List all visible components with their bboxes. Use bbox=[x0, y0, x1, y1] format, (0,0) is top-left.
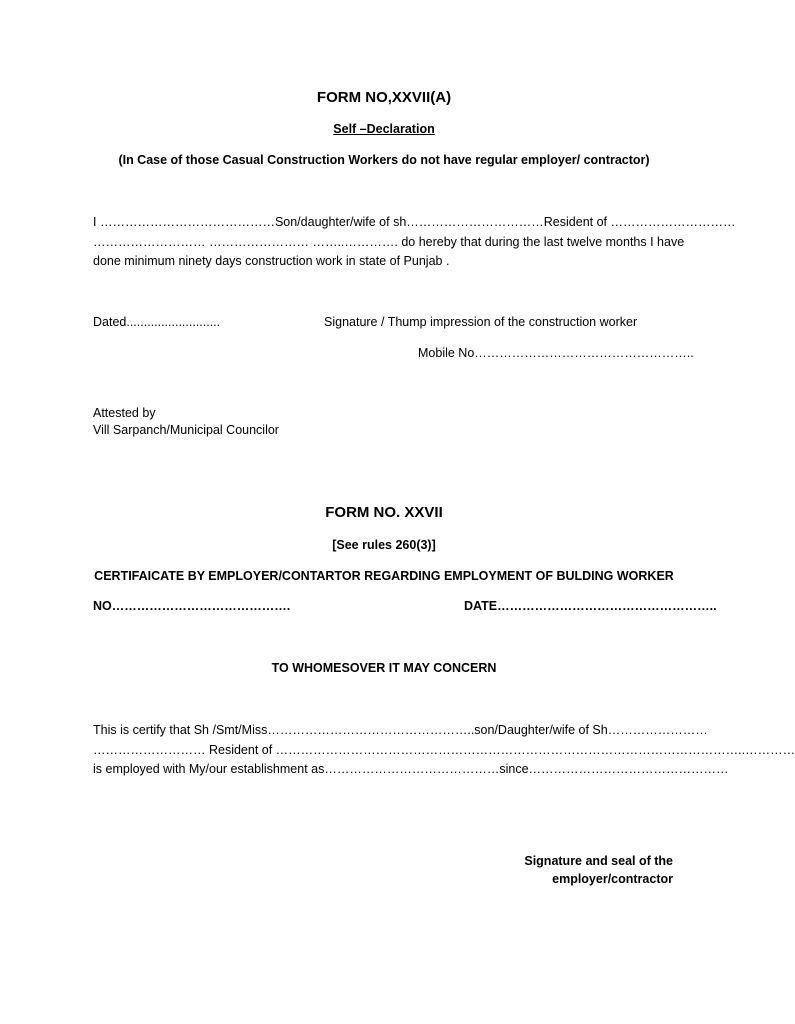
attested-by-label: Attested by bbox=[93, 406, 156, 420]
declaration-line-3: done minimum ninety days construction work in state of Punjab . bbox=[93, 254, 450, 268]
date-field: DATE…………………………………………….. bbox=[464, 599, 717, 613]
certificate-line-2: ……………………… Resident of …………………………………………………………………………………………………..………… bbox=[93, 742, 795, 757]
form-b-rules: [See rules 260(3)] bbox=[332, 538, 436, 552]
form-a-title: FORM NO,XXVII(A) bbox=[316, 89, 452, 106]
employer-signature-block bbox=[524, 852, 673, 888]
attester-label: Vill Sarpanch/Municipal Councilor bbox=[93, 423, 279, 437]
form-a-note: (In Case of those Casual Construction Workers do not have regular employer/ contractor) bbox=[118, 153, 650, 167]
declaration-line-1: I ……………………………………Son/daughter/wife of sh……………………………Resident of ………………………… bbox=[93, 215, 736, 229]
form-a-subtitle: Self –Declaration bbox=[333, 122, 435, 136]
certificate-line-1: This is certify that Sh /Smt/Miss…………………………………………..son/Daughter/wife of Sh…………………… bbox=[93, 723, 708, 737]
employer-signature-line-2: employer/contractor bbox=[552, 872, 673, 886]
declaration-line-2: ……………………… …………………… ……..…………. do hereby that during the last twelve months I have bbox=[93, 234, 685, 249]
form-b-heading: CERTIFAICATE BY EMPLOYER/CONTARTOR REGARDING EMPLOYMENT OF BULDING WORKER bbox=[94, 569, 674, 583]
dated-field: Dated........................... bbox=[93, 315, 221, 329]
form-b-title: FORM NO. XXVII bbox=[325, 504, 443, 521]
certificate-line-3: is employed with My/our establishment as……………………………………since………………………………………… bbox=[93, 762, 729, 776]
certificate-paragraph bbox=[93, 721, 795, 780]
worker-signature-label: Signature / Thump impression of the construction worker bbox=[324, 315, 638, 329]
employer-signature-line-1: Signature and seal of the bbox=[524, 854, 673, 868]
concern-heading: TO WHOMESOVER IT MAY CONCERN bbox=[271, 661, 497, 675]
mobile-field: Mobile No…………………………………………….. bbox=[418, 346, 694, 360]
declaration-paragraph bbox=[93, 213, 736, 272]
number-field: NO……………………………………. bbox=[93, 599, 291, 613]
